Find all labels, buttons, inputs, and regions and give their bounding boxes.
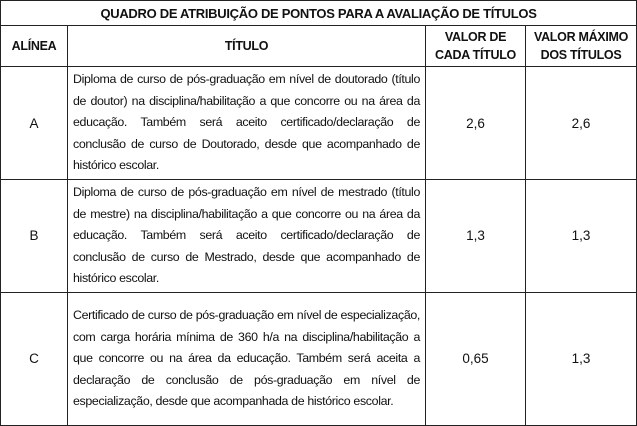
valor-cell: 1,3	[426, 180, 526, 293]
alinea-cell: C	[1, 292, 68, 425]
titulo-cell: Diploma de curso de pós-graduação em nível de mestrado (título de mestre) na disciplina/habilitação a que concorre ou na área da educação. Também será aceito certificado/declaração de conclusão de curso de Mestrado, desde que acompanhado de histórico escolar.	[68, 180, 426, 293]
table-row	[1, 292, 637, 425]
maximo-cell: 1,3	[526, 292, 637, 425]
alinea-cell: B	[1, 180, 68, 293]
header-alinea: ALÍNEA	[1, 26, 68, 67]
alinea-cell: A	[1, 67, 68, 180]
valor-cell: 2,6	[426, 67, 526, 180]
header-maximo: VALOR MÁXIMO DOS TÍTULOS	[526, 26, 637, 67]
titulo-cell: Diploma de curso de pós-graduação em nível de doutorado (título de doutor) na disciplina/habilitação a que concorre ou na área da educação. Também será aceito certificado/declaração de conclusão de curso de Doutorado, desde que acompanhado de histórico escolar.	[68, 67, 426, 180]
maximo-cell: 1,3	[526, 180, 637, 293]
table-row	[1, 180, 637, 293]
valor-cell: 0,65	[426, 292, 526, 425]
titulo-cell: Certificado de curso de pós-graduação em nível de especialização, com carga horária mínima de 360 h/a na disciplina/habilitação a que concorre ou na área da educação. Também será aceita a declaração de conclusão de pós-graduação em nível de especialização, desde que acompanhada de histórico escolar.	[68, 292, 426, 425]
table-row	[1, 67, 637, 180]
header-titulo: TÍTULO	[68, 26, 426, 67]
header-valor: VALOR DE CADA TÍTULO	[426, 26, 526, 67]
maximo-cell: 2,6	[526, 67, 637, 180]
table-title: QUADRO DE ATRIBUIÇÃO DE PONTOS PARA A AVALIAÇÃO DE TÍTULOS	[1, 1, 637, 26]
